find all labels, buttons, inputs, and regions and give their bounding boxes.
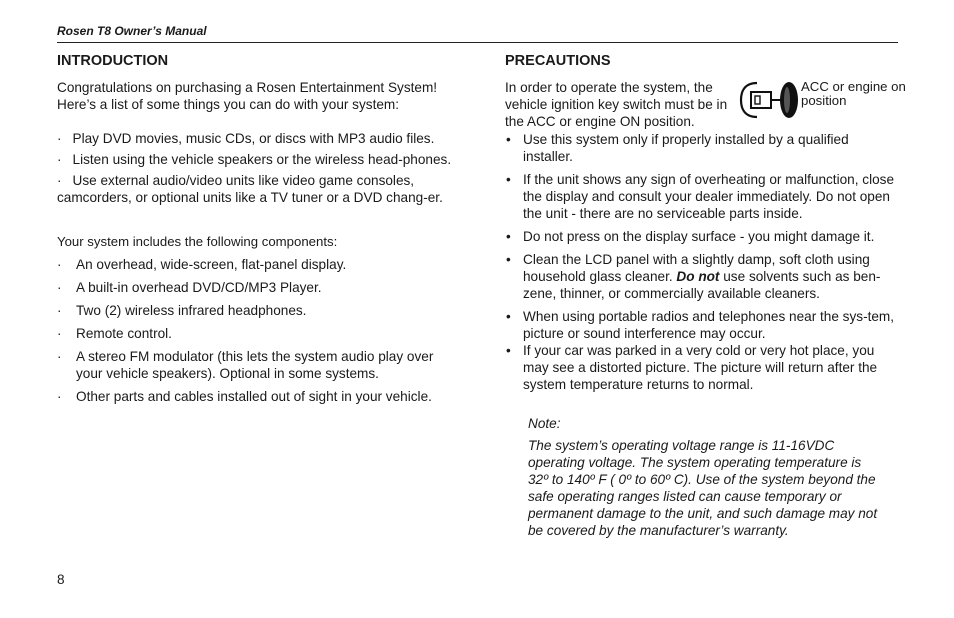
list-item: · Listen using the vehicle speakers or the wireless head-phones. (57, 151, 457, 168)
list-item: · Two (2) wireless infrared headphones. (57, 302, 457, 319)
note-block (528, 415, 883, 539)
list-item: · Use external audio/video units like video game consoles, camcorders, or optional units like a TV tuner or a DVD chang-er. (57, 172, 457, 206)
list-item: • If the unit shows any sign of overheating or malfunction, close the display and consult your dealer immediately. Do not open the unit - there are no serviceable parts inside. (505, 171, 900, 222)
list-item: · Play DVD movies, music CDs, or discs with MP3 audio files. (57, 130, 457, 147)
components-intro: Your system includes the following components: (57, 234, 338, 249)
list-item: • Do not press on the display surface - you might damage it. (505, 228, 900, 245)
do-not-emphasis: Do not (676, 269, 720, 284)
ignition-text: In order to operate the system, the vehicle ignition key switch must be in the ACC or engine ON position. (505, 80, 728, 129)
introduction-column (57, 53, 457, 405)
page-number: 8 (57, 572, 65, 587)
list-item: • When using portable radios and telephones near the sys-tem, picture or sound interference may occur. (505, 308, 900, 342)
list-item: • Clean the LCD panel with a slightly damp, soft cloth using household glass cleaner. Do not use solvents such as ben-zene, thinner, or commercially available cleaners. (505, 251, 900, 302)
introduction-paragraph: Congratulations on purchasing a Rosen Entertainment System! Here’s a list of some things you can do with your system: (57, 80, 438, 112)
list-item: • If your car was parked in a very cold or very hot place, you may see a distorted picture. The picture will return after the system temperature returns to normal. (505, 342, 900, 393)
list-item: • Use this system only if properly installed by a qualified installer. (505, 131, 900, 165)
precautions-list (505, 131, 900, 393)
list-item: · Remote control. (57, 325, 457, 342)
ignition-key-icon (739, 79, 801, 121)
header-rule (57, 42, 898, 43)
running-header: Rosen T8 Owner’s Manual (57, 24, 207, 38)
introduction-heading: INTRODUCTION (57, 53, 169, 69)
precautions-column (505, 53, 906, 539)
list-item: · An overhead, wide-screen, flat-panel display. (57, 256, 457, 273)
acc-position-label: ACC or engine on position (801, 79, 906, 108)
abilities-list (57, 130, 457, 206)
list-item: · A stereo FM modulator (this lets the system audio play over your vehicle speakers). Optional in some systems. (57, 348, 457, 382)
list-item: · A built-in overhead DVD/CD/MP3 Player. (57, 279, 457, 296)
note-label: Note: (528, 416, 561, 431)
components-list (57, 256, 457, 405)
ignition-intro (505, 79, 906, 130)
precautions-heading: PRECAUTIONS (505, 53, 611, 69)
note-text: The system’s operating voltage range is 11-16VDC operating voltage. The system operating temperature is 32º to 140º F ( 0º to 60º C). Use of the system beyond the safe operating ranges listed can cause temporary or permanent damage to the unit, and such damage may not be covered by the manufacturer’s warranty. (528, 438, 878, 538)
list-item: · Other parts and cables installed out of sight in your vehicle. (57, 388, 457, 405)
